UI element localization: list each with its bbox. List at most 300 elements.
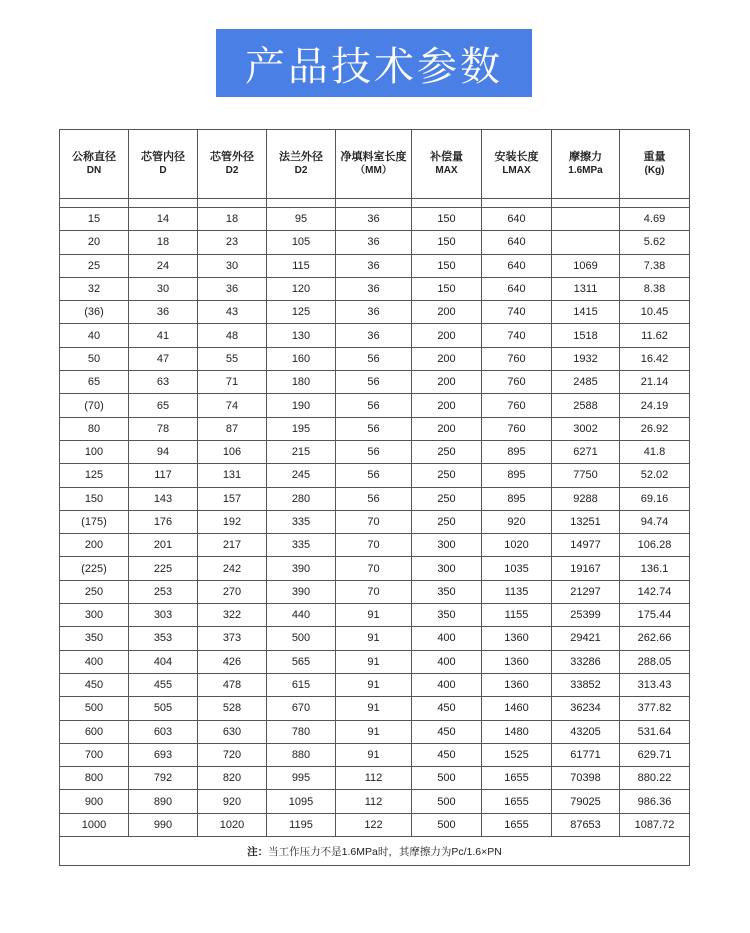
table-cell: 160 xyxy=(267,347,336,370)
table-cell: 450 xyxy=(412,697,482,720)
table-row xyxy=(60,254,690,277)
table-cell: 65 xyxy=(129,394,198,417)
table-cell: 43205 xyxy=(552,720,620,743)
table-cell: 288.05 xyxy=(620,650,690,673)
table-cell: 94 xyxy=(129,440,198,463)
table-cell: 4.69 xyxy=(620,208,690,231)
table-cell: 91 xyxy=(336,743,412,766)
table-cell: 2485 xyxy=(552,371,620,394)
table-cell: 30 xyxy=(198,254,267,277)
table-cell: 335 xyxy=(267,510,336,533)
table-cell: 640 xyxy=(482,208,552,231)
table-row xyxy=(60,347,690,370)
table-cell: 217 xyxy=(198,534,267,557)
table-cell: 1360 xyxy=(482,627,552,650)
table-cell: 112 xyxy=(336,790,412,813)
table-cell: 41.8 xyxy=(620,440,690,463)
table-cell: 215 xyxy=(267,440,336,463)
table-cell: 80 xyxy=(60,417,129,440)
table-cell: 505 xyxy=(129,697,198,720)
spacer-cell xyxy=(620,199,690,208)
table-cell: 195 xyxy=(267,417,336,440)
table-cell: 56 xyxy=(336,394,412,417)
table-cell: 920 xyxy=(198,790,267,813)
table-body xyxy=(60,199,690,866)
table-cell: 800 xyxy=(60,767,129,790)
table-cell: 1035 xyxy=(482,557,552,580)
table-cell: 629.71 xyxy=(620,743,690,766)
table-cell: 478 xyxy=(198,673,267,696)
table-row xyxy=(60,510,690,533)
table-cell: 56 xyxy=(336,417,412,440)
table-cell: 225 xyxy=(129,557,198,580)
table-cell: 1932 xyxy=(552,347,620,370)
spacer-cell xyxy=(412,199,482,208)
table-cell: 1655 xyxy=(482,790,552,813)
table-row xyxy=(60,440,690,463)
table-cell: 180 xyxy=(267,371,336,394)
table-cell: 14 xyxy=(129,208,198,231)
table-cell: 1360 xyxy=(482,673,552,696)
table-cell: 70398 xyxy=(552,767,620,790)
table-cell: 740 xyxy=(482,324,552,347)
table-cell: 120 xyxy=(267,277,336,300)
table-cell: 192 xyxy=(198,510,267,533)
table-cell: 56 xyxy=(336,371,412,394)
table-cell: 250 xyxy=(412,464,482,487)
table-cell: 353 xyxy=(129,627,198,650)
table-cell: 43 xyxy=(198,301,267,324)
table-cell: 500 xyxy=(412,767,482,790)
table-cell: 250 xyxy=(60,580,129,603)
table-cell: 895 xyxy=(482,464,552,487)
table-cell: 13251 xyxy=(552,510,620,533)
table-cell: 455 xyxy=(129,673,198,696)
table-cell: 56 xyxy=(336,347,412,370)
table-cell: 20 xyxy=(60,231,129,254)
table-cell: 500 xyxy=(267,627,336,650)
column-header-name: 法兰外径 xyxy=(279,151,323,163)
table-cell: (36) xyxy=(60,301,129,324)
table-cell: 91 xyxy=(336,673,412,696)
table-row xyxy=(60,813,690,836)
table-cell: 740 xyxy=(482,301,552,324)
table-cell: 700 xyxy=(60,743,129,766)
table-cell: 920 xyxy=(482,510,552,533)
table-cell: 33286 xyxy=(552,650,620,673)
table-cell: 130 xyxy=(267,324,336,347)
table-cell: (70) xyxy=(60,394,129,417)
table-cell: 792 xyxy=(129,767,198,790)
table-cell: 70 xyxy=(336,534,412,557)
table-cell: 91 xyxy=(336,604,412,627)
table-cell: 56 xyxy=(336,440,412,463)
column-header-name: 公称直径 xyxy=(72,151,116,163)
spacer-cell xyxy=(482,199,552,208)
table-cell: 640 xyxy=(482,231,552,254)
table-row xyxy=(60,627,690,650)
table-cell: 1311 xyxy=(552,277,620,300)
table-cell: 350 xyxy=(412,604,482,627)
table-row xyxy=(60,767,690,790)
table-cell: 373 xyxy=(198,627,267,650)
table-row xyxy=(60,464,690,487)
table-cell: 33852 xyxy=(552,673,620,696)
column-header-name: 安装长度 xyxy=(494,151,539,163)
table-cell: 21.14 xyxy=(620,371,690,394)
table-cell: 760 xyxy=(482,347,552,370)
table-cell: 1655 xyxy=(482,767,552,790)
table-row xyxy=(60,720,690,743)
table-row xyxy=(60,417,690,440)
table-cell: 200 xyxy=(60,534,129,557)
table-cell: 150 xyxy=(60,487,129,510)
note-label: 注： xyxy=(247,845,269,858)
table-cell: 322 xyxy=(198,604,267,627)
table-cell: 150 xyxy=(412,277,482,300)
table-cell: 1655 xyxy=(482,813,552,836)
table-cell: 25399 xyxy=(552,604,620,627)
table-row xyxy=(60,277,690,300)
table-cell: 23 xyxy=(198,231,267,254)
table-cell: 1518 xyxy=(552,324,620,347)
spacer-cell xyxy=(129,199,198,208)
table-cell: 262.66 xyxy=(620,627,690,650)
table-cell: 24.19 xyxy=(620,394,690,417)
table-row xyxy=(60,231,690,254)
table-cell: 615 xyxy=(267,673,336,696)
table-cell: 91 xyxy=(336,650,412,673)
table-cell: 995 xyxy=(267,767,336,790)
spacer-cell xyxy=(552,199,620,208)
table-cell: 41 xyxy=(129,324,198,347)
table-cell: 11.62 xyxy=(620,324,690,347)
table-row xyxy=(60,697,690,720)
table-cell: 640 xyxy=(482,254,552,277)
table-cell: 7750 xyxy=(552,464,620,487)
table-cell: 500 xyxy=(60,697,129,720)
column-header xyxy=(336,130,412,199)
table-cell: 117 xyxy=(129,464,198,487)
table-cell: 565 xyxy=(267,650,336,673)
table-cell: 30 xyxy=(129,277,198,300)
table-cell: 350 xyxy=(60,627,129,650)
table-cell: 1087.72 xyxy=(620,813,690,836)
table-cell: 15 xyxy=(60,208,129,231)
table-cell: 106.28 xyxy=(620,534,690,557)
table-cell: 500 xyxy=(412,790,482,813)
table-cell: 74 xyxy=(198,394,267,417)
table-cell: 200 xyxy=(412,371,482,394)
table-cell: 25 xyxy=(60,254,129,277)
table-cell: 426 xyxy=(198,650,267,673)
table-cell: 603 xyxy=(129,720,198,743)
table-cell: 36 xyxy=(336,231,412,254)
table-cell: 500 xyxy=(412,813,482,836)
spacer-cell xyxy=(267,199,336,208)
table-cell: 760 xyxy=(482,417,552,440)
table-cell: 780 xyxy=(267,720,336,743)
table-cell: 313.43 xyxy=(620,673,690,696)
table-cell: 142.74 xyxy=(620,580,690,603)
table-cell: 300 xyxy=(412,534,482,557)
table-cell: 670 xyxy=(267,697,336,720)
table-row xyxy=(60,208,690,231)
table-cell: 70 xyxy=(336,557,412,580)
table-header-row xyxy=(60,130,690,199)
table-cell: 890 xyxy=(129,790,198,813)
table-cell: 136.1 xyxy=(620,557,690,580)
table-cell: 125 xyxy=(60,464,129,487)
table-cell: 440 xyxy=(267,604,336,627)
table-cell xyxy=(552,231,620,254)
table-cell: 1415 xyxy=(552,301,620,324)
table-row xyxy=(60,487,690,510)
column-header-sub: D2 xyxy=(225,165,239,176)
table-cell: 29421 xyxy=(552,627,620,650)
table-cell: 95 xyxy=(267,208,336,231)
table-cell: 105 xyxy=(267,231,336,254)
table-cell: 50 xyxy=(60,347,129,370)
table-cell: 990 xyxy=(129,813,198,836)
table-cell: 201 xyxy=(129,534,198,557)
table-cell: 19167 xyxy=(552,557,620,580)
table-cell: 150 xyxy=(412,208,482,231)
table-cell: 70 xyxy=(336,580,412,603)
table-cell: 9288 xyxy=(552,487,620,510)
table-cell: 2588 xyxy=(552,394,620,417)
table-cell: 390 xyxy=(267,580,336,603)
table-cell: 131 xyxy=(198,464,267,487)
table-row xyxy=(60,604,690,627)
table-cell: 303 xyxy=(129,604,198,627)
table-row xyxy=(60,371,690,394)
table-cell: 630 xyxy=(198,720,267,743)
table-cell: 600 xyxy=(60,720,129,743)
table-row xyxy=(60,580,690,603)
table-cell: 200 xyxy=(412,394,482,417)
column-header-name: 补偿量 xyxy=(430,151,463,163)
table-cell: 242 xyxy=(198,557,267,580)
table-cell: 18 xyxy=(198,208,267,231)
table-cell: 175.44 xyxy=(620,604,690,627)
table-cell: 91 xyxy=(336,720,412,743)
table-cell: 1135 xyxy=(482,580,552,603)
column-header xyxy=(129,130,198,199)
table-cell: 87 xyxy=(198,417,267,440)
table-cell xyxy=(552,208,620,231)
table-cell: 40 xyxy=(60,324,129,347)
table-cell: 176 xyxy=(129,510,198,533)
table-cell: 36 xyxy=(198,277,267,300)
table-cell: 250 xyxy=(412,510,482,533)
table-cell: 528 xyxy=(198,697,267,720)
column-header-name: 芯管内径 xyxy=(141,151,185,163)
table-cell: 1195 xyxy=(267,813,336,836)
column-header xyxy=(482,130,552,199)
table-cell: 143 xyxy=(129,487,198,510)
column-header-sub: (Kg) xyxy=(644,165,665,176)
table-cell: 900 xyxy=(60,790,129,813)
spacer-cell xyxy=(198,199,267,208)
table-cell: 52.02 xyxy=(620,464,690,487)
table-cell: 1460 xyxy=(482,697,552,720)
table-cell: 100 xyxy=(60,440,129,463)
table-cell: 106 xyxy=(198,440,267,463)
table-cell: 48 xyxy=(198,324,267,347)
table-cell: 895 xyxy=(482,487,552,510)
table-cell: 1480 xyxy=(482,720,552,743)
column-header-name: 重量 xyxy=(643,151,666,163)
table-cell: 94.74 xyxy=(620,510,690,533)
column-header-sub: 1.6MPa xyxy=(568,165,603,176)
table-cell: 36 xyxy=(336,301,412,324)
column-header-sub: D2 xyxy=(294,165,308,176)
table-cell: 531.64 xyxy=(620,720,690,743)
table-cell: 200 xyxy=(412,347,482,370)
table-cell: 253 xyxy=(129,580,198,603)
table-cell: 450 xyxy=(412,720,482,743)
table-cell: 6271 xyxy=(552,440,620,463)
table-cell: 400 xyxy=(412,673,482,696)
table-cell: 150 xyxy=(412,231,482,254)
table-cell: 693 xyxy=(129,743,198,766)
table-cell: 245 xyxy=(267,464,336,487)
table-cell: 78 xyxy=(129,417,198,440)
table-cell: 640 xyxy=(482,277,552,300)
column-header xyxy=(552,130,620,199)
table-cell: 56 xyxy=(336,487,412,510)
table-row xyxy=(60,673,690,696)
table-cell: 8.38 xyxy=(620,277,690,300)
table-cell: 65 xyxy=(60,371,129,394)
table-cell: 350 xyxy=(412,580,482,603)
table-cell: 200 xyxy=(412,301,482,324)
page-title: 产品技术参数 xyxy=(245,43,503,90)
spacer-cell xyxy=(336,199,412,208)
table-row xyxy=(60,790,690,813)
table-cell: (225) xyxy=(60,557,129,580)
column-header-sub: D xyxy=(159,165,167,176)
column-header xyxy=(412,130,482,199)
table-cell: 56 xyxy=(336,464,412,487)
table-cell: 47 xyxy=(129,347,198,370)
table-cell: 1020 xyxy=(482,534,552,557)
table-cell: 21297 xyxy=(552,580,620,603)
note-cell xyxy=(60,837,690,866)
table-cell: 760 xyxy=(482,394,552,417)
table-cell: 250 xyxy=(412,487,482,510)
table-cell: 36 xyxy=(336,324,412,347)
table-cell: 390 xyxy=(267,557,336,580)
table-cell: 7.38 xyxy=(620,254,690,277)
page-title-banner xyxy=(216,29,532,97)
table-row xyxy=(60,534,690,557)
table-cell: 1095 xyxy=(267,790,336,813)
table-cell: 1525 xyxy=(482,743,552,766)
table-cell: 1000 xyxy=(60,813,129,836)
column-header-name: 摩擦力 xyxy=(569,151,602,163)
table-cell: 79025 xyxy=(552,790,620,813)
table-row xyxy=(60,557,690,580)
table-cell: 450 xyxy=(412,743,482,766)
table-row xyxy=(60,301,690,324)
table-row xyxy=(60,743,690,766)
column-header-sub: DN xyxy=(86,165,102,176)
table-cell: (175) xyxy=(60,510,129,533)
table-cell: 280 xyxy=(267,487,336,510)
note-row xyxy=(60,837,690,866)
table-cell: 300 xyxy=(60,604,129,627)
column-header xyxy=(267,130,336,199)
table-cell: 377.82 xyxy=(620,697,690,720)
table-cell: 91 xyxy=(336,697,412,720)
table-cell: 10.45 xyxy=(620,301,690,324)
table-cell: 335 xyxy=(267,534,336,557)
table-cell: 125 xyxy=(267,301,336,324)
column-header xyxy=(60,130,129,199)
table-cell: 112 xyxy=(336,767,412,790)
column-header-name: 净填料室长度 xyxy=(340,151,407,163)
table-cell: 880.22 xyxy=(620,767,690,790)
table-cell: 1069 xyxy=(552,254,620,277)
table-cell: 36 xyxy=(336,277,412,300)
table-cell: 404 xyxy=(129,650,198,673)
table-cell: 1360 xyxy=(482,650,552,673)
table-cell: 1020 xyxy=(198,813,267,836)
table-cell: 895 xyxy=(482,440,552,463)
column-header xyxy=(198,130,267,199)
table-cell: 69.16 xyxy=(620,487,690,510)
table-cell: 14977 xyxy=(552,534,620,557)
table-cell: 32 xyxy=(60,277,129,300)
table-cell: 122 xyxy=(336,813,412,836)
table-cell: 400 xyxy=(412,650,482,673)
column-header-sub: （MM） xyxy=(355,165,392,176)
column-header-sub: MAX xyxy=(435,165,458,176)
table-cell: 70 xyxy=(336,510,412,533)
table-cell: 16.42 xyxy=(620,347,690,370)
table-cell: 400 xyxy=(60,650,129,673)
table-cell: 36 xyxy=(129,301,198,324)
table-cell: 820 xyxy=(198,767,267,790)
table-cell: 450 xyxy=(60,673,129,696)
table-cell: 63 xyxy=(129,371,198,394)
table-cell: 91 xyxy=(336,627,412,650)
table-cell: 720 xyxy=(198,743,267,766)
table-cell: 24 xyxy=(129,254,198,277)
table-cell: 300 xyxy=(412,557,482,580)
table-cell: 157 xyxy=(198,487,267,510)
table-cell: 880 xyxy=(267,743,336,766)
note-text: 当工作压力不是1.6MPa时，其摩擦力为Pc/1.6×PN xyxy=(268,845,502,858)
column-header xyxy=(620,130,690,199)
table-cell: 61771 xyxy=(552,743,620,766)
table-row xyxy=(60,650,690,673)
table-cell: 1155 xyxy=(482,604,552,627)
table-cell: 71 xyxy=(198,371,267,394)
spec-table xyxy=(59,129,690,866)
table-cell: 115 xyxy=(267,254,336,277)
table-cell: 150 xyxy=(412,254,482,277)
table-cell: 200 xyxy=(412,417,482,440)
table-cell: 986.36 xyxy=(620,790,690,813)
table-cell: 400 xyxy=(412,627,482,650)
table-cell: 87653 xyxy=(552,813,620,836)
table-cell: 36234 xyxy=(552,697,620,720)
table-cell: 200 xyxy=(412,324,482,347)
table-cell: 36 xyxy=(336,208,412,231)
